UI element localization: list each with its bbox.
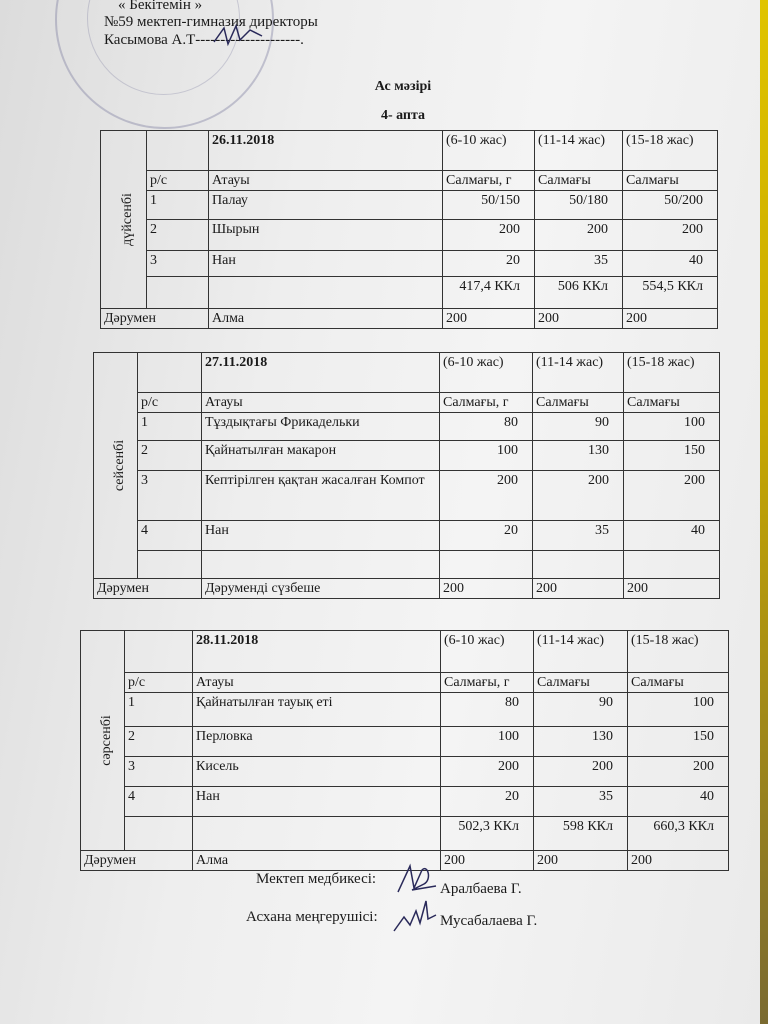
day-label: сейсенбі [94,353,138,579]
row-number [138,551,202,579]
dish-name: Нан [193,787,441,817]
approval-line-2: №59 мектеп-гимназия директоры [104,14,318,30]
col-header-weight-3: Салмағы [623,171,718,191]
row-number: 1 [147,191,209,220]
day-label: дүйсенбі [101,131,147,309]
row-number: 3 [138,471,202,521]
col-header-weight-2: Салмағы [534,673,628,693]
age-group-1: (6-10 жас) [440,353,533,393]
weight-3: 150 [624,441,720,471]
col-header-weight-2: Салмағы [533,393,624,413]
vitamin-weight-3: 200 [624,579,720,599]
weight-2: 35 [533,521,624,551]
canteen-manager-name: Мусабалаева Г. [440,913,538,929]
weight-3: 50/200 [623,191,718,220]
vitamin-label: Дәрумен [81,851,193,871]
weight-1: 100 [440,441,533,471]
nurse-title: Мектеп медбикесі: [256,871,377,887]
dish-name: Перловка [193,727,441,757]
date-cell: 27.11.2018 [202,353,440,393]
row-number [125,817,193,851]
page-edge [760,0,768,1024]
age-group-3: (15-18 жас) [624,353,720,393]
col-header-no: р/с [147,171,209,191]
approval-line-3: Касымова А.Т---------------------. [104,32,304,48]
dish-name: Шырын [209,220,443,251]
weight-1: 200 [440,471,533,521]
weight-2: 90 [533,413,624,441]
row-number: 3 [147,251,209,277]
vitamin-weight-2: 200 [534,851,628,871]
weight-2: 200 [534,757,628,787]
weight-2: 90 [534,693,628,727]
date-cell: 26.11.2018 [209,131,443,171]
weight-1: 50/150 [443,191,535,220]
weight-2: 35 [534,787,628,817]
col-header-name: Атауы [209,171,443,191]
vitamin-weight-1: 200 [440,579,533,599]
weight-3: 200 [623,220,718,251]
empty-cell [624,551,720,579]
calories-1: 417,4 ККл [443,277,535,309]
vitamin-label: Дәрумен [101,309,209,329]
age-group-2: (11-14 жас) [535,131,623,171]
weight-2: 200 [535,220,623,251]
menu-title: Ас мәзірі [374,79,432,94]
row-number [147,277,209,309]
col-header-weight-1: Салмағы, г [441,673,534,693]
weight-1: 80 [440,413,533,441]
col-header-name: Атауы [202,393,440,413]
weight-2: 50/180 [535,191,623,220]
vitamin-weight-1: 200 [443,309,535,329]
weight-1: 100 [441,727,534,757]
vitamin-weight-2: 200 [535,309,623,329]
nurse-name: Аралбаева Г. [440,881,522,897]
weight-1: 20 [441,787,534,817]
director-signature [210,22,270,48]
weight-1: 20 [443,251,535,277]
weight-1: 20 [440,521,533,551]
vitamin-weight-2: 200 [533,579,624,599]
weight-3: 100 [624,413,720,441]
row-number: 4 [138,521,202,551]
dish-name [209,277,443,309]
row-number: 2 [138,441,202,471]
empty-cell [440,551,533,579]
dish-name: Нан [209,251,443,277]
row-number: 1 [125,693,193,727]
weight-2: 200 [533,471,624,521]
row-number: 2 [147,220,209,251]
weight-2: 130 [533,441,624,471]
row-number: 3 [125,757,193,787]
col-header-weight-1: Салмағы, г [440,393,533,413]
weight-2: 35 [535,251,623,277]
vitamin-item: Дәруменді сүзбеше [202,579,440,599]
approval-line-1: « Бекітемін » [118,0,203,13]
weight-1: 200 [441,757,534,787]
weight-3: 40 [628,787,729,817]
date-cell: 28.11.2018 [193,631,441,673]
weight-1: 200 [443,220,535,251]
weight-3: 40 [623,251,718,277]
nurse-signature [392,862,440,896]
age-group-2: (11-14 жас) [534,631,628,673]
day-label: сәрсенбі [81,631,125,851]
col-header-weight-3: Салмағы [628,673,729,693]
calories-2: 506 ККл [535,277,623,309]
canteen-manager-title: Асхана меңгерушісі: [246,909,378,925]
dish-name [202,551,440,579]
dish-name: Қайнатылған макарон [202,441,440,471]
col-header-no: р/с [138,393,202,413]
dish-name: Палау [209,191,443,220]
blank-cell [138,353,202,393]
canteen-manager-signature [390,895,440,935]
vitamin-item: Алма [209,309,443,329]
menu-table-monday [100,130,718,329]
row-number: 2 [125,727,193,757]
vitamin-label: Дәрумен [94,579,202,599]
age-group-1: (6-10 жас) [443,131,535,171]
weight-3: 200 [628,757,729,787]
col-header-weight-3: Салмағы [624,393,720,413]
row-number: 1 [138,413,202,441]
weight-3: 200 [624,471,720,521]
dish-name: Нан [202,521,440,551]
dish-name: Қайнатылған тауық еті [193,693,441,727]
weight-2: 130 [534,727,628,757]
age-group-3: (15-18 жас) [628,631,729,673]
col-header-no: р/с [125,673,193,693]
menu-table-wednesday [80,630,729,871]
menu-table-tuesday [93,352,720,599]
age-group-2: (11-14 жас) [533,353,624,393]
week-label: 4- апта [380,108,426,123]
weight-3: 40 [624,521,720,551]
calories-3: 554,5 ККл [623,277,718,309]
dish-name [193,817,441,851]
calories-2: 598 ККл [534,817,628,851]
dish-name: Тұздықтағы Фрикадельки [202,413,440,441]
calories-3: 660,3 ККл [628,817,729,851]
weight-1: 80 [441,693,534,727]
calories-1: 502,3 ККл [441,817,534,851]
col-header-name: Атауы [193,673,441,693]
vitamin-weight-3: 200 [628,851,729,871]
age-group-3: (15-18 жас) [623,131,718,171]
age-group-1: (6-10 жас) [441,631,534,673]
vitamin-item: Алма [193,851,441,871]
dish-name: Кисель [193,757,441,787]
empty-cell [533,551,624,579]
blank-cell [147,131,209,171]
col-header-weight-1: Салмағы, г [443,171,535,191]
dish-name: Кептірілген қақтан жасалған Компот [202,471,440,521]
vitamin-weight-3: 200 [623,309,718,329]
weight-3: 100 [628,693,729,727]
col-header-weight-2: Салмағы [535,171,623,191]
weight-3: 150 [628,727,729,757]
vitamin-weight-1: 200 [441,851,534,871]
row-number: 4 [125,787,193,817]
blank-cell [125,631,193,673]
